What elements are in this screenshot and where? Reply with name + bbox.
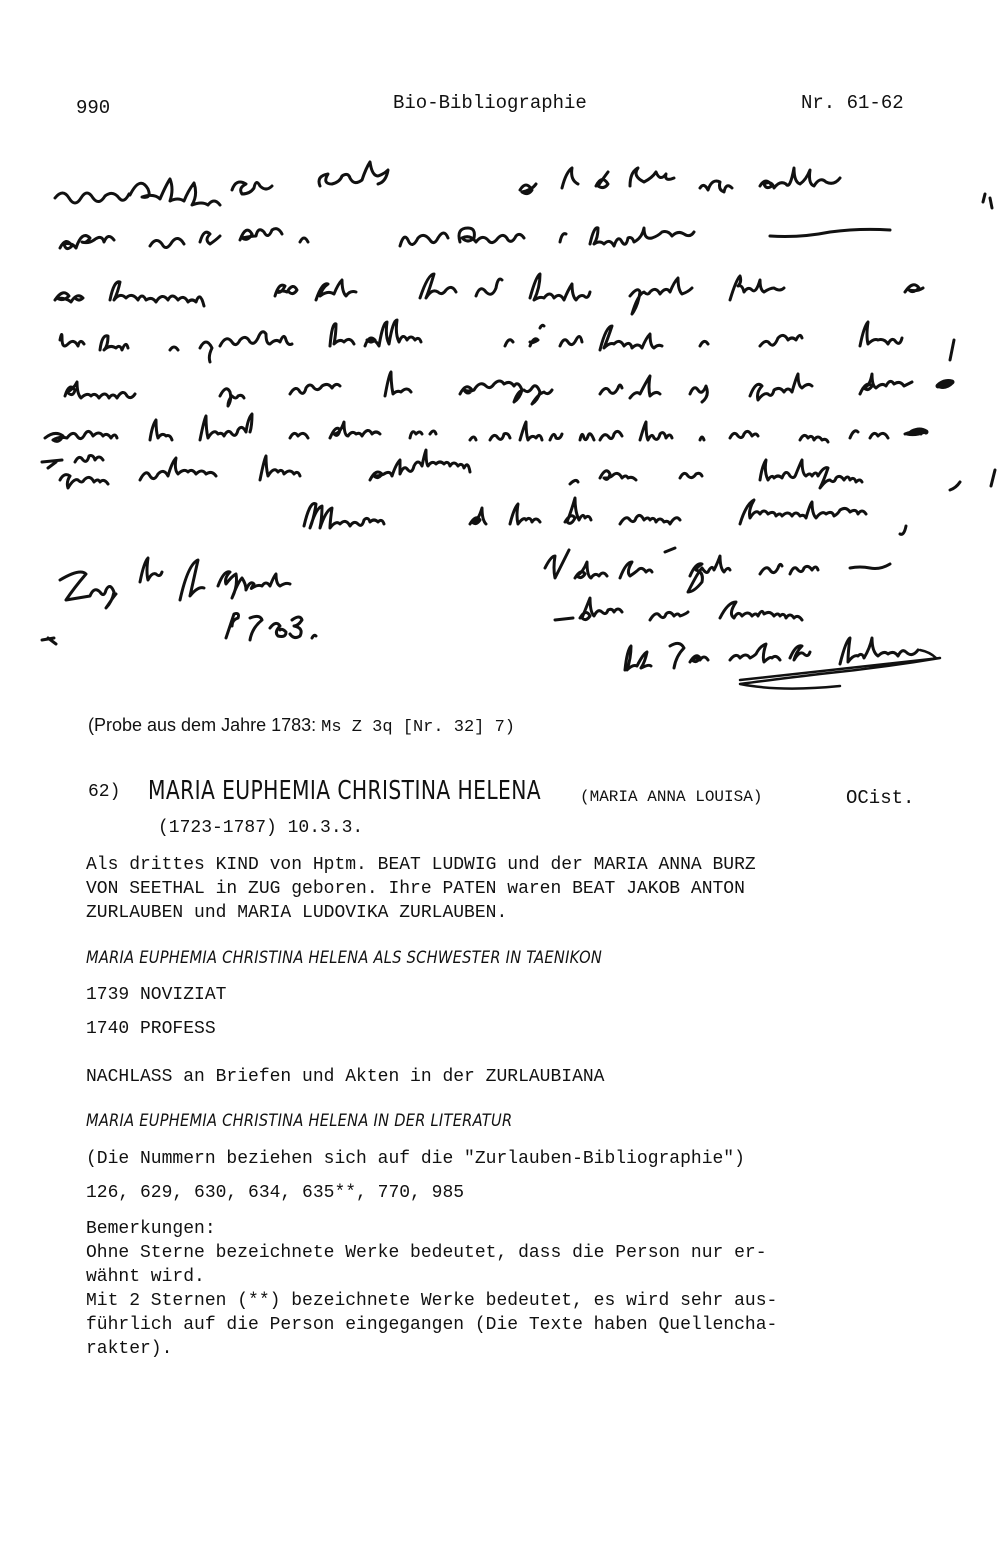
- caption-reference: Ms Z 3q [Nr. 32] 7): [321, 718, 515, 737]
- remarks-text: Ohne Sterne bezeichnete Werke bedeutet, dass die Person nur er- wähnt wird. Mit 2 Sternen (**) bezeichnete Werke bedeutet, es wird sehr aus- führlich auf die Person eingegangen (Die Texte haben Quellencha- rakter).: [86, 1243, 778, 1359]
- event-profess: 1740 PROFESS: [86, 1019, 216, 1039]
- entry-name: MARIA EUPHEMIA CHRISTINA HELENA: [148, 776, 542, 806]
- literature-note: (Die Nummern beziehen sich auf die "Zurlauben-Bibliographie"): [86, 1149, 745, 1169]
- section-heading-literatur: MARIA EUPHEMIA CHRISTINA HELENA IN DER LITERATUR: [86, 1111, 513, 1131]
- literature-numbers: 126, 629, 630, 634, 635**, 770, 985: [86, 1183, 465, 1203]
- image-caption: [88, 715, 515, 737]
- section-heading-taenikon: MARIA EUPHEMIA CHRISTINA HELENA ALS SCHWESTER IN TAENIKON: [86, 948, 603, 968]
- running-title: Bio-Bibliographie: [393, 92, 587, 114]
- biography-paragraph: Als drittes KIND von Hptm. BEAT LUDWIG und der MARIA ANNA BURZ VON SEETHAL in ZUG geboren. Ihre PATEN waren BEAT JAKOB ANTON ZURLAUBEN und MARIA LUDOVIKA ZURLAUBEN.: [86, 855, 756, 923]
- entry-number: 62): [88, 782, 121, 802]
- event-noviziat: 1739 NOVIZIAT: [86, 985, 227, 1005]
- nachlass-line: NACHLASS an Briefen und Akten in der ZURLAUBIANA: [86, 1067, 605, 1087]
- entry-alt-name: (MARIA ANNA LOUISA): [580, 788, 763, 806]
- entry-order: OCist.: [846, 787, 915, 809]
- entry-dates: (1723-1787) 10.3.3.: [158, 818, 364, 838]
- page-number: 990: [76, 97, 111, 119]
- entry-range: Nr. 61-62: [801, 92, 904, 114]
- remarks-label: Bemerkungen:: [86, 1219, 216, 1239]
- handwritten-letter-image: [0, 150, 1000, 710]
- caption-prefix: (Probe aus dem Jahre 1783:: [88, 715, 322, 735]
